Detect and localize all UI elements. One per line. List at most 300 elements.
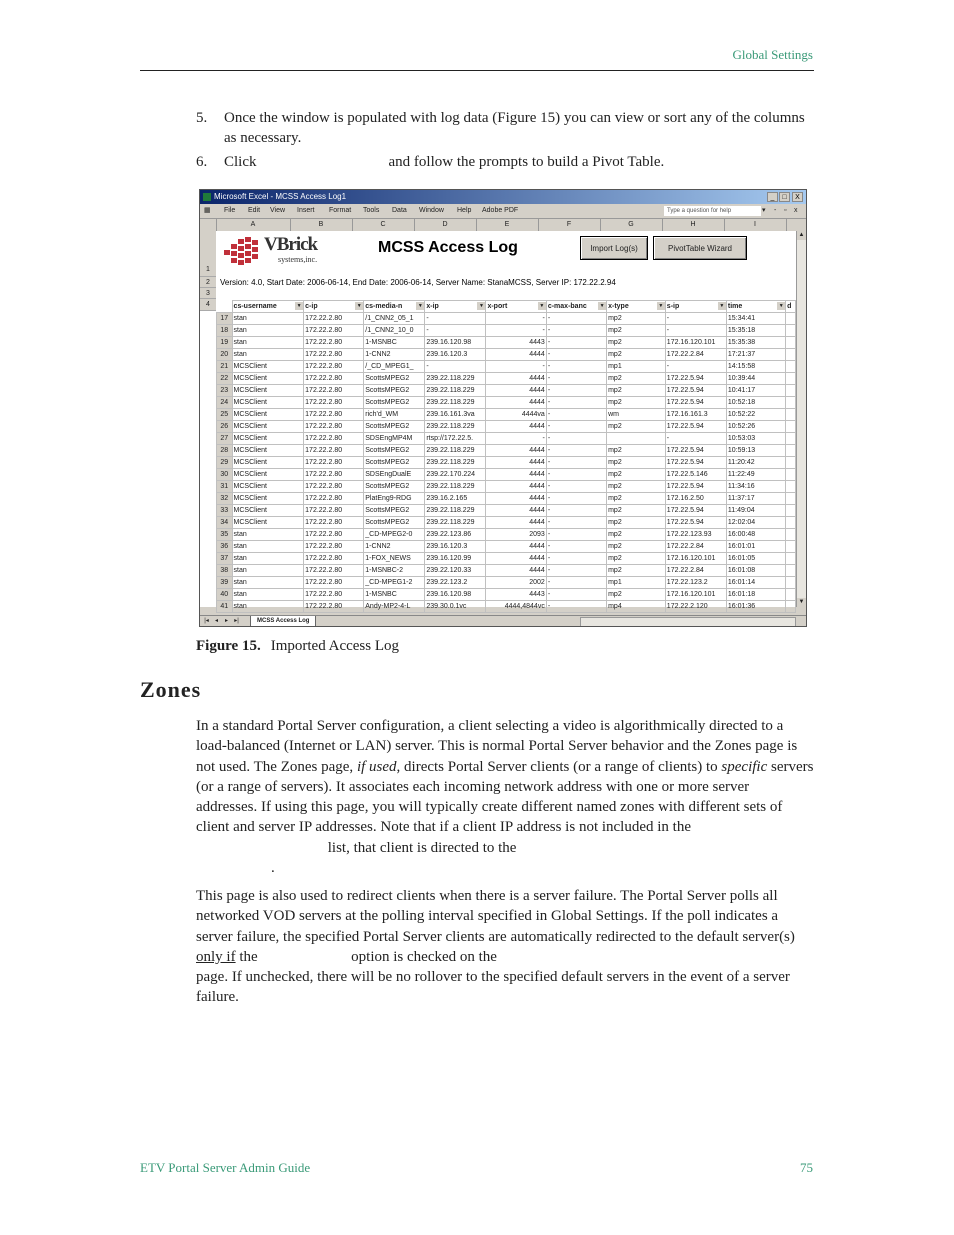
table-cell[interactable]: 172.22.5.94	[665, 517, 726, 529]
table-cell[interactable]: 172.22.123.2	[665, 577, 726, 589]
table-cell[interactable]: 16:01:18	[726, 589, 785, 601]
table-cell[interactable]: 172.22.2.80	[304, 469, 364, 481]
table-cell[interactable]: mp2	[607, 313, 666, 325]
table-cell[interactable]: /_CD_MPEG1_	[364, 361, 425, 373]
menu-data[interactable]: Data	[392, 207, 407, 214]
table-cell[interactable]: _CD-MPEG2-0	[364, 529, 425, 541]
table-cell[interactable]: 172.22.2.80	[304, 553, 364, 565]
table-cell[interactable]: 4444	[486, 349, 546, 361]
column-header[interactable]: C	[352, 219, 415, 231]
row-number[interactable]: 30	[217, 469, 233, 481]
table-cell[interactable]	[786, 553, 796, 565]
table-cell[interactable]: MCSClient	[232, 385, 304, 397]
table-column-header[interactable]: cs-media-n ▼	[364, 301, 425, 313]
table-cell[interactable]	[786, 517, 796, 529]
table-cell[interactable]: MCSClient	[232, 469, 304, 481]
table-cell[interactable]: -	[665, 361, 726, 373]
table-cell[interactable]: mp2	[607, 529, 666, 541]
table-cell[interactable]: stan	[232, 313, 304, 325]
table-cell[interactable]: MCSClient	[232, 373, 304, 385]
filter-dropdown-icon[interactable]: ▼	[296, 303, 302, 309]
row-number[interactable]: 28	[217, 445, 233, 457]
table-cell[interactable]: 17:21:37	[726, 349, 785, 361]
help-question-input[interactable]: Type a question for help	[664, 206, 761, 216]
filter-dropdown-icon[interactable]: ▼	[719, 303, 725, 309]
table-cell[interactable]: MCSClient	[232, 445, 304, 457]
minimize-icon[interactable]: -	[774, 207, 777, 214]
table-cell[interactable]: 172.22.2.80	[304, 361, 364, 373]
table-cell[interactable]: -	[665, 433, 726, 445]
table-cell[interactable]: -	[425, 325, 486, 337]
table-cell[interactable]: 4444	[486, 541, 546, 553]
menu-format[interactable]: Format	[329, 207, 352, 214]
table-cell[interactable]: ScottsMPEG2	[364, 373, 425, 385]
table-cell[interactable]: 1-MSNBC-2	[364, 565, 425, 577]
table-cell[interactable]: ScottsMPEG2	[364, 445, 425, 457]
table-cell[interactable]: 15:35:18	[726, 325, 785, 337]
table-cell[interactable]: 172.22.2.80	[304, 445, 364, 457]
table-cell[interactable]: -	[665, 325, 726, 337]
table-cell[interactable]: 4443	[486, 337, 546, 349]
filter-dropdown-icon[interactable]: ▼	[478, 303, 484, 309]
table-cell[interactable]: -	[546, 409, 606, 421]
table-cell[interactable]: -	[546, 589, 606, 601]
column-header[interactable]: D	[414, 219, 477, 231]
table-cell[interactable]	[786, 601, 796, 613]
menu-help[interactable]: Help	[457, 207, 472, 214]
table-cell[interactable]: 239.16.161.3va	[425, 409, 486, 421]
table-cell[interactable]: 172.22.2.80	[304, 385, 364, 397]
table-cell[interactable]: mp1	[607, 361, 666, 373]
table-cell[interactable]: /1_CNN2_10_0	[364, 325, 425, 337]
table-cell[interactable]: 172.16.120.101	[665, 589, 726, 601]
sheet-tab-mcss-access-log[interactable]: MCSS Access Log	[250, 616, 316, 627]
table-cell[interactable]: -	[486, 361, 546, 373]
column-header[interactable]: G	[600, 219, 663, 231]
table-cell[interactable]: ScottsMPEG2	[364, 505, 425, 517]
table-cell[interactable]: 4444	[486, 445, 546, 457]
row-number[interactable]: 18	[217, 325, 233, 337]
table-cell[interactable]: 10:59:13	[726, 445, 785, 457]
table-cell[interactable]: 4444	[486, 457, 546, 469]
table-column-header[interactable]: d	[786, 301, 796, 313]
table-cell[interactable]: 172.22.123.93	[665, 529, 726, 541]
table-cell[interactable]: mp2	[607, 421, 666, 433]
table-cell[interactable]: 172.22.2.80	[304, 373, 364, 385]
table-cell[interactable]: -	[546, 349, 606, 361]
table-cell[interactable]: 172.22.2.80	[304, 505, 364, 517]
table-cell[interactable]: 172.22.2.80	[304, 589, 364, 601]
table-cell[interactable]: 16:00:48	[726, 529, 785, 541]
table-column-header[interactable]: c-ip ▼	[304, 301, 364, 313]
table-cell[interactable]: mp2	[607, 565, 666, 577]
table-cell[interactable]	[786, 541, 796, 553]
table-cell[interactable]: mp2	[607, 337, 666, 349]
table-cell[interactable]: 10:53:03	[726, 433, 785, 445]
row-number[interactable]: 22	[217, 373, 233, 385]
table-cell[interactable]: 172.22.2.80	[304, 529, 364, 541]
table-cell[interactable]: 239.22.118.229	[425, 505, 486, 517]
table-cell[interactable]: MCSClient	[232, 493, 304, 505]
table-cell[interactable]: mp2	[607, 553, 666, 565]
table-cell[interactable]: stan	[232, 337, 304, 349]
table-cell[interactable]: 239.22.118.229	[425, 517, 486, 529]
table-cell[interactable]: 239.16.120.3	[425, 349, 486, 361]
table-cell[interactable]: -	[546, 457, 606, 469]
dropdown-arrow-icon[interactable]: ▾	[762, 207, 766, 214]
table-cell[interactable]	[786, 313, 796, 325]
table-cell[interactable]: mp2	[607, 517, 666, 529]
table-cell[interactable]: 239.22.120.33	[425, 565, 486, 577]
table-cell[interactable]: 16:01:08	[726, 565, 785, 577]
table-column-header[interactable]: cs-username ▼	[232, 301, 304, 313]
menu-edit[interactable]: Edit	[248, 207, 261, 214]
table-cell[interactable]: 4444	[486, 493, 546, 505]
table-cell[interactable]: -	[425, 313, 486, 325]
table-cell[interactable]: 1-CNN2	[364, 349, 425, 361]
table-cell[interactable]: 10:39:44	[726, 373, 785, 385]
filter-dropdown-icon[interactable]: ▼	[356, 303, 362, 309]
filter-dropdown-icon[interactable]: ▼	[658, 303, 664, 309]
table-cell[interactable]: -	[546, 433, 606, 445]
table-cell[interactable]: 239.16.2.165	[425, 493, 486, 505]
table-cell[interactable]: stan	[232, 553, 304, 565]
table-cell[interactable]: 172.16.161.3	[665, 409, 726, 421]
table-cell[interactable]: 172.22.2.84	[665, 349, 726, 361]
table-cell[interactable]: ScottsMPEG2	[364, 517, 425, 529]
table-cell[interactable]: mp2	[607, 325, 666, 337]
table-cell[interactable]: 172.22.2.80	[304, 313, 364, 325]
table-cell[interactable]: 1-MSNBC	[364, 589, 425, 601]
table-cell[interactable]: stan	[232, 349, 304, 361]
table-cell[interactable]: 172.16.120.101	[665, 553, 726, 565]
table-cell[interactable]: -	[546, 517, 606, 529]
table-cell[interactable]: 172.22.5.94	[665, 457, 726, 469]
table-column-header[interactable]: x-type ▼	[607, 301, 666, 313]
row-number[interactable]: 4	[200, 299, 216, 311]
table-cell[interactable]	[786, 577, 796, 589]
table-cell[interactable]: 239.30.0.1vc	[425, 601, 486, 613]
table-cell[interactable]	[786, 409, 796, 421]
row-number[interactable]: 31	[217, 481, 233, 493]
table-cell[interactable]: 239.16.120.98	[425, 337, 486, 349]
table-cell[interactable]	[786, 421, 796, 433]
import-logs-button[interactable]: Import Log(s)	[580, 236, 648, 260]
table-cell[interactable]: 10:52:22	[726, 409, 785, 421]
table-cell[interactable]: 15:35:38	[726, 337, 785, 349]
table-cell[interactable]: -	[546, 337, 606, 349]
table-cell[interactable]: MCSClient	[232, 517, 304, 529]
row-number[interactable]: 1	[200, 231, 216, 277]
table-cell[interactable]: -	[486, 433, 546, 445]
table-cell[interactable]: mp2	[607, 481, 666, 493]
scroll-up-icon[interactable]: ▲	[798, 232, 805, 238]
row-number[interactable]: 26	[217, 421, 233, 433]
table-cell[interactable]: 172.22.5.94	[665, 445, 726, 457]
table-cell[interactable]: 11:34:16	[726, 481, 785, 493]
next-sheet-icon[interactable]: ▸	[224, 618, 228, 624]
column-header[interactable]: I	[724, 219, 787, 231]
table-cell[interactable]: 172.22.5.94	[665, 385, 726, 397]
table-cell[interactable]: 16:01:05	[726, 553, 785, 565]
table-cell[interactable]	[786, 529, 796, 541]
table-cell[interactable]: 172.22.5.94	[665, 505, 726, 517]
table-cell[interactable]: 172.16.120.101	[665, 337, 726, 349]
table-cell[interactable]: MCSClient	[232, 409, 304, 421]
table-cell[interactable]: 239.22.118.229	[425, 421, 486, 433]
table-cell[interactable]: -	[546, 553, 606, 565]
table-cell[interactable]: 1-CNN2	[364, 541, 425, 553]
table-cell[interactable]: stan	[232, 565, 304, 577]
table-cell[interactable]: ScottsMPEG2	[364, 457, 425, 469]
menu-tools[interactable]: Tools	[363, 207, 380, 214]
table-column-header[interactable]: x-port ▼	[486, 301, 546, 313]
table-cell[interactable]: 16:01:14	[726, 577, 785, 589]
row-number[interactable]: 23	[217, 385, 233, 397]
table-cell[interactable]: 172.22.2.80	[304, 325, 364, 337]
row-number[interactable]: 2	[200, 277, 216, 288]
row-number[interactable]: 3	[200, 288, 216, 299]
table-cell[interactable]: ScottsMPEG2	[364, 385, 425, 397]
scroll-down-icon[interactable]: ▼	[798, 599, 805, 605]
table-cell[interactable]: 11:37:17	[726, 493, 785, 505]
table-cell[interactable]	[786, 505, 796, 517]
table-cell[interactable]: 4444	[486, 481, 546, 493]
table-cell[interactable]: 239.22.118.229	[425, 445, 486, 457]
table-cell[interactable]: -	[546, 481, 606, 493]
table-column-header[interactable]: c-max-banc ▼	[546, 301, 606, 313]
table-cell[interactable]	[786, 481, 796, 493]
column-header[interactable]: E	[476, 219, 539, 231]
table-cell[interactable]: mp2	[607, 541, 666, 553]
first-sheet-icon[interactable]: |◂	[204, 618, 209, 624]
table-cell[interactable]: mp2	[607, 373, 666, 385]
table-cell[interactable]: 239.22.123.2	[425, 577, 486, 589]
table-cell[interactable]: 2093	[486, 529, 546, 541]
table-cell[interactable]: 172.22.5.94	[665, 373, 726, 385]
table-cell[interactable]	[786, 397, 796, 409]
restore-icon[interactable]: ▫	[784, 207, 787, 214]
row-number[interactable]: 34	[217, 517, 233, 529]
table-cell[interactable]	[786, 493, 796, 505]
column-header[interactable]: H	[662, 219, 725, 231]
select-all-corner[interactable]	[200, 219, 217, 231]
table-cell[interactable]: SDSEngMP4M	[364, 433, 425, 445]
table-cell[interactable]: 172.22.2.80	[304, 409, 364, 421]
table-cell[interactable]: MCSClient	[232, 433, 304, 445]
table-cell[interactable]: 172.22.2.80	[304, 481, 364, 493]
table-cell[interactable]: Andy-MP2-4-L	[364, 601, 425, 613]
table-cell[interactable]: rich'd_WM	[364, 409, 425, 421]
table-cell[interactable]: -	[665, 313, 726, 325]
row-number[interactable]: 39	[217, 577, 233, 589]
table-cell[interactable]: stan	[232, 577, 304, 589]
table-cell[interactable]: 239.22.118.229	[425, 385, 486, 397]
table-cell[interactable]: MCSClient	[232, 481, 304, 493]
table-cell[interactable]: 4444	[486, 385, 546, 397]
column-header[interactable]: F	[538, 219, 601, 231]
table-cell[interactable]: MCSClient	[232, 505, 304, 517]
table-cell[interactable]: -	[546, 445, 606, 457]
table-cell[interactable]: 10:52:18	[726, 397, 785, 409]
table-cell[interactable]: MCSClient	[232, 397, 304, 409]
table-cell[interactable]: 172.22.2.80	[304, 457, 364, 469]
table-cell[interactable]: 172.22.2.80	[304, 517, 364, 529]
table-cell[interactable]	[786, 445, 796, 457]
table-cell[interactable]	[786, 565, 796, 577]
menu-adobe-pdf[interactable]: Adobe PDF	[482, 207, 519, 214]
table-cell[interactable]	[786, 325, 796, 337]
table-cell[interactable]	[786, 361, 796, 373]
row-number[interactable]: 24	[217, 397, 233, 409]
row-number[interactable]: 40	[217, 589, 233, 601]
table-cell[interactable]: -	[486, 325, 546, 337]
table-cell[interactable]: 16:01:36	[726, 601, 785, 613]
table-cell[interactable]: 172.22.5.94	[665, 481, 726, 493]
table-cell[interactable]: 172.22.2.80	[304, 565, 364, 577]
table-cell[interactable]: -	[546, 373, 606, 385]
table-cell[interactable]: ScottsMPEG2	[364, 481, 425, 493]
table-cell[interactable]: 4444	[486, 373, 546, 385]
row-number[interactable]: 25	[217, 409, 233, 421]
table-cell[interactable]: 1-FOX_NEWS	[364, 553, 425, 565]
table-cell[interactable]: stan	[232, 589, 304, 601]
table-cell[interactable]: 4444	[486, 397, 546, 409]
row-number[interactable]: 36	[217, 541, 233, 553]
maximize-icon[interactable]: □	[779, 192, 790, 202]
table-cell[interactable]: 172.22.2.80	[304, 493, 364, 505]
table-cell[interactable]: -	[546, 361, 606, 373]
table-cell[interactable]: 15:34:41	[726, 313, 785, 325]
table-cell[interactable]: -	[546, 421, 606, 433]
table-cell[interactable]: _CD-MPEG1-2	[364, 577, 425, 589]
table-cell[interactable]: -	[546, 577, 606, 589]
table-cell[interactable]: 4444	[486, 505, 546, 517]
filter-dropdown-icon[interactable]: ▼	[539, 303, 545, 309]
table-cell[interactable]: 172.22.2.120	[665, 601, 726, 613]
table-cell[interactable]: mp2	[607, 493, 666, 505]
table-cell[interactable]: mp2	[607, 469, 666, 481]
close-icon[interactable]: x	[794, 207, 798, 214]
column-header[interactable]: B	[290, 219, 353, 231]
table-column-header[interactable]: s-ip ▼	[665, 301, 726, 313]
table-cell[interactable]: 11:22:49	[726, 469, 785, 481]
menu-insert[interactable]: Insert	[297, 207, 315, 214]
vertical-scrollbar[interactable]	[796, 231, 806, 607]
table-cell[interactable]: 14:15:58	[726, 361, 785, 373]
table-cell[interactable]	[786, 589, 796, 601]
table-cell[interactable]: 239.22.118.229	[425, 457, 486, 469]
filter-dropdown-icon[interactable]: ▼	[778, 303, 784, 309]
table-cell[interactable]: -	[425, 361, 486, 373]
table-cell[interactable]: 4444va	[486, 409, 546, 421]
table-cell[interactable]: 172.22.2.80	[304, 337, 364, 349]
pivot-table-wizard-button[interactable]: PivotTable Wizard	[653, 236, 747, 260]
table-cell[interactable]: 2002	[486, 577, 546, 589]
table-cell[interactable]: 4443	[486, 589, 546, 601]
table-cell[interactable]: 172.22.2.80	[304, 349, 364, 361]
table-cell[interactable]: 172.22.2.80	[304, 421, 364, 433]
table-cell[interactable]	[786, 469, 796, 481]
table-cell[interactable]: 239.22.123.86	[425, 529, 486, 541]
table-cell[interactable]: mp4	[607, 601, 666, 613]
table-cell[interactable]: mp2	[607, 397, 666, 409]
minimize-icon[interactable]: _	[767, 192, 778, 202]
table-cell[interactable]: 172.22.2.80	[304, 601, 364, 613]
table-cell[interactable]: 1-MSNBC	[364, 337, 425, 349]
table-cell[interactable]: 4444	[486, 565, 546, 577]
table-cell[interactable]: 172.16.2.50	[665, 493, 726, 505]
menu-view[interactable]: View	[270, 207, 286, 214]
table-cell[interactable]: 10:52:26	[726, 421, 785, 433]
table-cell[interactable]: 11:49:04	[726, 505, 785, 517]
table-column-header[interactable]: time ▼	[726, 301, 785, 313]
table-cell[interactable]: 239.22.118.229	[425, 397, 486, 409]
table-cell[interactable]: rtsp://172.22.5.	[425, 433, 486, 445]
table-cell[interactable]	[607, 433, 666, 445]
table-cell[interactable]: 239.22.118.229	[425, 481, 486, 493]
row-number[interactable]: 32	[217, 493, 233, 505]
filter-dropdown-icon[interactable]: ▼	[599, 303, 605, 309]
table-cell[interactable]: 239.22.170.224	[425, 469, 486, 481]
table-cell[interactable]: stan	[232, 529, 304, 541]
table-cell[interactable]: 4444	[486, 517, 546, 529]
table-cell[interactable]: MCSClient	[232, 457, 304, 469]
table-cell[interactable]: ScottsMPEG2	[364, 421, 425, 433]
table-cell[interactable]: -	[486, 313, 546, 325]
table-cell[interactable]: 172.22.5.94	[665, 397, 726, 409]
table-cell[interactable]	[786, 457, 796, 469]
row-number[interactable]: 29	[217, 457, 233, 469]
table-cell[interactable]: mp2	[607, 445, 666, 457]
close-icon[interactable]: X	[792, 192, 803, 202]
table-cell[interactable]: 4444	[486, 469, 546, 481]
prev-sheet-icon[interactable]: ◂	[214, 618, 218, 624]
table-cell[interactable]: 12:02:04	[726, 517, 785, 529]
table-cell[interactable]	[786, 385, 796, 397]
table-cell[interactable]: -	[546, 529, 606, 541]
menu-file[interactable]: File	[224, 207, 236, 214]
table-cell[interactable]: 4444	[486, 553, 546, 565]
table-cell[interactable]: PlatEng9-RDG	[364, 493, 425, 505]
row-number[interactable]: 20	[217, 349, 233, 361]
row-number[interactable]: 38	[217, 565, 233, 577]
table-cell[interactable]: 172.22.2.80	[304, 433, 364, 445]
table-cell[interactable]: 172.22.2.80	[304, 397, 364, 409]
table-cell[interactable]: MCSClient	[232, 421, 304, 433]
menu-window[interactable]: Window	[419, 207, 444, 214]
table-cell[interactable]: 172.22.2.84	[665, 541, 726, 553]
table-cell[interactable]: 4444	[486, 421, 546, 433]
table-cell[interactable]: 172.22.5.146	[665, 469, 726, 481]
table-cell[interactable]: stan	[232, 325, 304, 337]
table-cell[interactable]: 11:20:42	[726, 457, 785, 469]
table-cell[interactable]: ScottsMPEG2	[364, 397, 425, 409]
row-number[interactable]: 35	[217, 529, 233, 541]
row-number[interactable]: 33	[217, 505, 233, 517]
table-cell[interactable]: mp2	[607, 505, 666, 517]
table-cell[interactable]: 172.22.2.80	[304, 541, 364, 553]
row-number[interactable]: 19	[217, 337, 233, 349]
table-cell[interactable]: -	[546, 565, 606, 577]
row-number[interactable]: 41	[217, 601, 233, 613]
table-cell[interactable]: -	[546, 397, 606, 409]
table-cell[interactable]: -	[546, 493, 606, 505]
table-cell[interactable]	[786, 433, 796, 445]
table-cell[interactable]: mp2	[607, 349, 666, 361]
row-number[interactable]: 27	[217, 433, 233, 445]
table-cell[interactable]: wm	[607, 409, 666, 421]
